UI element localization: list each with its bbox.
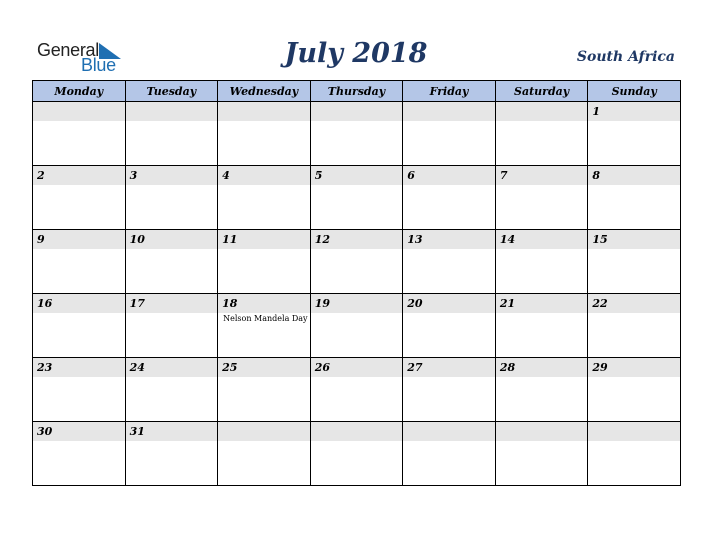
day-cell[interactable] bbox=[403, 294, 496, 358]
weekday-header-thursday: Thursday bbox=[310, 81, 403, 102]
day-cell[interactable] bbox=[588, 294, 681, 358]
day-cell[interactable] bbox=[125, 358, 218, 422]
day-number: 18 bbox=[222, 297, 238, 310]
day-number-bar bbox=[588, 358, 680, 377]
day-number-bar bbox=[588, 102, 680, 121]
day-number-bar bbox=[496, 166, 588, 185]
day-cell[interactable] bbox=[218, 294, 311, 358]
day-number: 31 bbox=[129, 425, 145, 438]
day-number-bar bbox=[496, 102, 588, 121]
day-cell[interactable] bbox=[125, 102, 218, 166]
day-number: 11 bbox=[222, 233, 238, 246]
day-cell[interactable] bbox=[403, 166, 496, 230]
day-cell[interactable] bbox=[218, 102, 311, 166]
day-cell[interactable] bbox=[33, 422, 126, 486]
week-row bbox=[33, 294, 681, 358]
day-number: 15 bbox=[592, 233, 608, 246]
day-cell[interactable] bbox=[495, 294, 588, 358]
week-row bbox=[33, 358, 681, 422]
day-cell[interactable] bbox=[495, 102, 588, 166]
day-cell[interactable] bbox=[218, 358, 311, 422]
weekday-header-monday: Monday bbox=[33, 81, 126, 102]
day-cell[interactable] bbox=[125, 422, 218, 486]
day-cell[interactable] bbox=[310, 294, 403, 358]
holiday-label: Nelson Mandela Day bbox=[223, 314, 308, 323]
day-number-bar bbox=[33, 358, 125, 377]
weekday-header-saturday: Saturday bbox=[495, 81, 588, 102]
day-number: 27 bbox=[407, 361, 423, 374]
day-number-bar bbox=[403, 102, 495, 121]
day-cell[interactable] bbox=[588, 422, 681, 486]
day-number-bar bbox=[126, 166, 218, 185]
day-number-bar bbox=[403, 230, 495, 249]
weekday-header-tuesday: Tuesday bbox=[125, 81, 218, 102]
day-number-bar bbox=[218, 294, 310, 313]
day-cell[interactable] bbox=[310, 230, 403, 294]
day-number: 2 bbox=[37, 169, 45, 182]
day-cell[interactable] bbox=[588, 166, 681, 230]
weekday-header-sunday: Sunday bbox=[588, 81, 681, 102]
day-number: 3 bbox=[129, 169, 138, 182]
day-number: 26 bbox=[314, 361, 330, 374]
day-number-bar bbox=[588, 294, 680, 313]
day-number-bar bbox=[126, 102, 218, 121]
week-row bbox=[33, 102, 681, 166]
logo-word-blue: Blue bbox=[81, 55, 116, 75]
day-cell[interactable] bbox=[310, 358, 403, 422]
day-cell[interactable] bbox=[310, 422, 403, 486]
day-number-bar bbox=[126, 422, 218, 441]
weekday-header-row bbox=[33, 81, 681, 102]
day-cell[interactable] bbox=[33, 166, 126, 230]
day-cell[interactable] bbox=[588, 358, 681, 422]
day-number: 23 bbox=[37, 361, 53, 374]
calendar-body bbox=[33, 102, 681, 486]
day-number-bar bbox=[588, 166, 680, 185]
day-number-bar bbox=[218, 102, 310, 121]
day-number-bar bbox=[403, 166, 495, 185]
day-number: 7 bbox=[499, 169, 508, 182]
day-number: 16 bbox=[37, 297, 53, 310]
day-number: 28 bbox=[499, 361, 516, 374]
day-number: 8 bbox=[592, 169, 601, 182]
day-number: 1 bbox=[592, 105, 601, 118]
day-cell[interactable] bbox=[310, 102, 403, 166]
day-cell[interactable] bbox=[495, 166, 588, 230]
day-number: 22 bbox=[592, 297, 608, 310]
day-number: 9 bbox=[37, 233, 45, 246]
day-number-bar bbox=[33, 422, 125, 441]
day-cell[interactable] bbox=[33, 230, 126, 294]
day-number: 10 bbox=[129, 233, 145, 246]
day-number-bar bbox=[403, 358, 495, 377]
calendar-grid bbox=[32, 80, 681, 486]
day-number: 6 bbox=[407, 169, 415, 182]
day-number: 25 bbox=[222, 361, 238, 374]
day-number-bar bbox=[496, 230, 588, 249]
day-number-bar bbox=[126, 230, 218, 249]
day-number-bar bbox=[126, 294, 218, 313]
day-cell[interactable] bbox=[33, 358, 126, 422]
week-row bbox=[33, 230, 681, 294]
day-cell[interactable] bbox=[310, 166, 403, 230]
day-number-bar bbox=[311, 294, 403, 313]
day-number: 4 bbox=[222, 169, 230, 182]
weekday-header-friday: Friday bbox=[403, 81, 496, 102]
logo-word-general: General bbox=[37, 40, 99, 60]
day-number-bar bbox=[496, 422, 588, 441]
day-cell[interactable] bbox=[495, 422, 588, 486]
week-row bbox=[33, 166, 681, 230]
day-number-bar bbox=[496, 294, 588, 313]
day-cell[interactable] bbox=[125, 294, 218, 358]
day-number-bar bbox=[311, 358, 403, 377]
day-number: 14 bbox=[499, 233, 516, 246]
day-number-bar bbox=[403, 422, 495, 441]
day-cell[interactable] bbox=[125, 230, 218, 294]
day-number-bar bbox=[33, 102, 125, 121]
day-number-bar bbox=[218, 422, 310, 441]
day-cell[interactable] bbox=[125, 166, 218, 230]
day-number: 17 bbox=[129, 297, 145, 310]
day-number: 20 bbox=[407, 297, 423, 310]
day-number: 19 bbox=[314, 297, 330, 310]
day-number-bar bbox=[496, 358, 588, 377]
day-number-bar bbox=[126, 358, 218, 377]
day-number: 29 bbox=[592, 361, 608, 374]
day-cell[interactable] bbox=[218, 166, 311, 230]
day-cell[interactable] bbox=[403, 422, 496, 486]
day-cell[interactable] bbox=[403, 102, 496, 166]
weekday-header-wednesday: Wednesday bbox=[218, 81, 311, 102]
day-cell[interactable] bbox=[218, 230, 311, 294]
day-number: 5 bbox=[314, 169, 323, 182]
day-number-bar bbox=[218, 166, 310, 185]
day-number-bar bbox=[33, 294, 125, 313]
day-number-bar bbox=[33, 166, 125, 185]
day-number-bar bbox=[218, 230, 310, 249]
day-number: 13 bbox=[407, 233, 423, 246]
day-number-bar bbox=[218, 358, 310, 377]
day-number-bar bbox=[588, 422, 680, 441]
day-cell[interactable] bbox=[495, 230, 588, 294]
day-cell[interactable] bbox=[33, 294, 126, 358]
day-number-bar bbox=[588, 230, 680, 249]
day-cell[interactable] bbox=[403, 358, 496, 422]
day-cell[interactable] bbox=[33, 102, 126, 166]
day-number: 24 bbox=[129, 361, 145, 374]
day-number: 12 bbox=[314, 233, 330, 246]
day-number: 21 bbox=[499, 297, 516, 310]
day-number-bar bbox=[311, 102, 403, 121]
day-number-bar bbox=[311, 166, 403, 185]
day-number-bar bbox=[33, 230, 125, 249]
day-number-bar bbox=[403, 294, 495, 313]
day-cell[interactable] bbox=[403, 230, 496, 294]
day-number-bar bbox=[311, 422, 403, 441]
day-number: 30 bbox=[37, 425, 53, 438]
day-cell[interactable] bbox=[495, 358, 588, 422]
week-row bbox=[33, 422, 681, 486]
day-number-bar bbox=[311, 230, 403, 249]
day-cell[interactable] bbox=[588, 230, 681, 294]
day-cell[interactable] bbox=[218, 422, 311, 486]
day-cell[interactable] bbox=[588, 102, 681, 166]
country-name: South Africa bbox=[576, 49, 675, 65]
calendar-title: July 2018 bbox=[284, 38, 428, 69]
